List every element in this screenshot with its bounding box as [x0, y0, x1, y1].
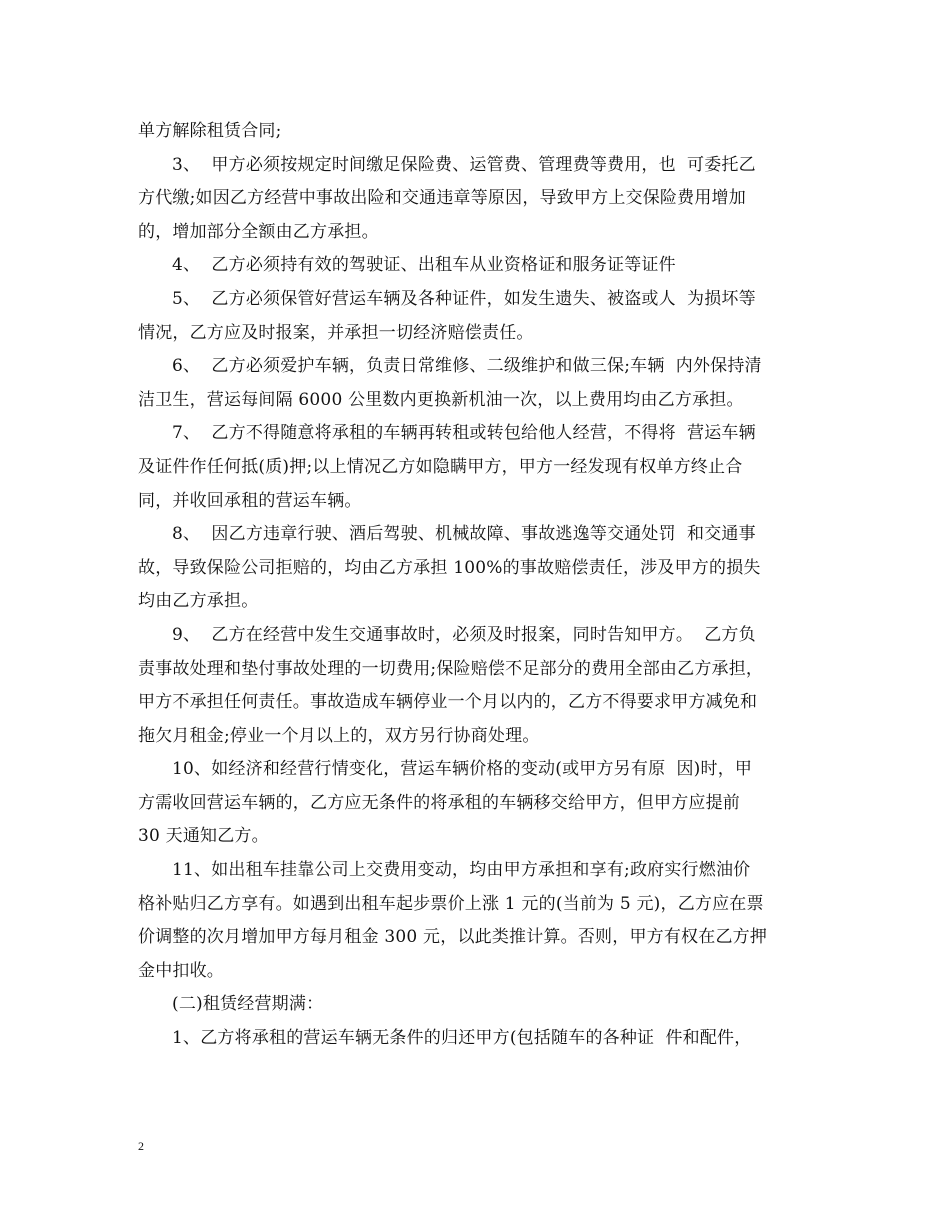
text-line: 价调整的次月增加甲方每月租金 300 元，以此类推计算。否则，甲方有权在乙方押 [138, 927, 768, 948]
document-body [138, 115, 814, 1056]
text-line: 30 天通知乙方。 [138, 826, 269, 847]
text-line: 9、 乙方在经营中发生交通事故时，必须及时报案，同时告知甲方。 乙方负 [172, 624, 756, 645]
text-line: 7、 乙方不得随意将承租的车辆再转租或转包给他人经营，不得将 营运车辆 [172, 423, 756, 444]
text-line: 同，并收回承租的营运车辆。 [138, 490, 362, 511]
text-line: 情况，乙方应及时报案，并承担一切经济赔偿责任。 [138, 322, 534, 343]
text-line: 格补贴归乙方享有。如遇到出租车起步票价上涨 1 元的(当前为 5 元)，乙方应在票 [138, 893, 764, 914]
text-line: 11、如出租车挂靠公司上交费用变动，均由甲方承担和享有;政府实行燃油价 [172, 860, 751, 881]
text-line: 金中扣收。 [138, 960, 224, 981]
text-line: 6、 乙方必须爱护车辆，负责日常维修、二级维护和做三保;车辆 内外保持清 [172, 356, 762, 377]
text-line: 洁卫生，营运每间隔 6000 公里数内更换新机油一次，以上费用均由乙方承担。 [138, 389, 744, 410]
text-line: (二)租赁经营期满： [172, 994, 324, 1015]
text-line: 5、 乙方必须保管好营运车辆及各种证件，如发生遗失、被盗或人 为损坏等 [172, 288, 756, 309]
text-line: 甲方不承担任何责任。事故造成车辆停业一个月以内的，乙方不得要求甲方减免和 [138, 692, 758, 713]
text-line: 拖欠月租金;停业一个月以上的，双方另行协商处理。 [138, 725, 540, 746]
text-line: 方需收回营运车辆的，乙方应无条件的将承租的车辆移交给甲方，但甲方应提前 [138, 792, 740, 813]
text-line: 3、 甲方必须按规定时间缴足保险费、运管费、管理费等费用，也 可委托乙 [172, 154, 756, 175]
text-line: 的，增加部分全额由乙方承担。 [138, 221, 379, 242]
text-line: 及证件作任何抵(质)押;以上情况乙方如隐瞒甲方，甲方一经发现有权单方终止合 [138, 456, 743, 477]
text-line: 4、 乙方必须持有效的驾驶证、出租车从业资格证和服务证等证件 [172, 255, 676, 276]
text-line: 方代缴;如因乙方经营中事故出险和交通违章等原因，导致甲方上交保险费用增加 [138, 188, 746, 209]
text-line: 1、乙方将承租的营运车辆无条件的归还甲方(包括随车的各种证 件和配件， [172, 1028, 752, 1049]
page-number: 2 [138, 1139, 144, 1153]
text-line: 故，导致保险公司拒赔的，均由乙方承担 100%的事故赔偿责任，涉及甲方的损失 [138, 557, 761, 578]
text-line: 单方解除租赁合同; [138, 121, 282, 141]
text-line: 均由乙方承担。 [138, 591, 259, 612]
text-line: 责事故处理和垫付事故处理的一切费用;保险赔偿不足部分的费用全部由乙方承担， [138, 658, 764, 679]
text-line: 8、 因乙方违章行驶、酒后驾驶、机械故障、事故逃逸等交通处罚 和交通事 [172, 524, 756, 545]
text-line: 10、如经济和经营行情变化，营运车辆价格的变动(或甲方另有原 因)时，甲 [172, 759, 753, 780]
